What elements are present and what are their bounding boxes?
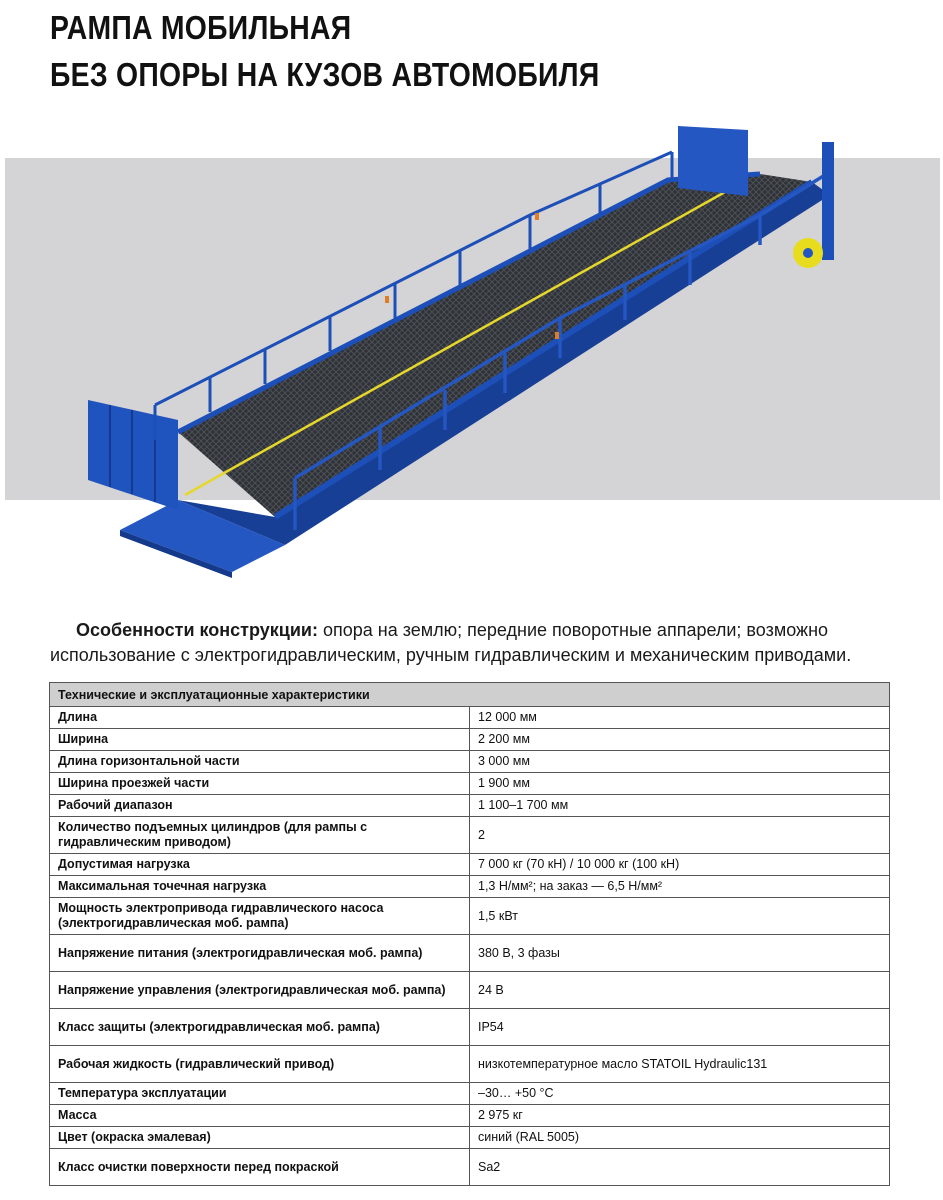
table-row: [50, 751, 890, 773]
mobile-ramp-illustration: [0, 120, 943, 580]
table-row: [50, 707, 890, 729]
spec-value: 3 000 мм: [470, 751, 890, 773]
spec-value: 1 100–1 700 мм: [470, 795, 890, 817]
specifications-table: [49, 682, 890, 1186]
spec-key: Напряжение питания (электрогидравлическая моб. рампа): [50, 935, 470, 972]
specs-header: Технические и эксплуатационные характеристики: [50, 683, 890, 707]
spec-value: Sa2: [470, 1149, 890, 1186]
spec-value: 1,5 кВт: [470, 898, 890, 935]
spec-value: 2: [470, 817, 890, 854]
spec-value: синий (RAL 5005): [470, 1127, 890, 1149]
spec-value: 1 900 мм: [470, 773, 890, 795]
construction-features: [50, 618, 905, 668]
spec-value: 380 В, 3 фазы: [470, 935, 890, 972]
features-text: опора на землю; передние поворотные аппарели; возможно использование с электрогидравлическим, ручным гидравлическим и механическим приводами.: [50, 620, 852, 665]
spec-key: Количество подъемных цилиндров (для рампы с гидравлическим приводом): [50, 817, 470, 854]
spec-value: 12 000 мм: [470, 707, 890, 729]
page-title: [50, 4, 790, 98]
spec-key: Мощность электропривода гидравлического насоса (электрогидравлическая моб. рампа): [50, 898, 470, 935]
spec-key: Класс защиты (электрогидравлическая моб. рампа): [50, 1009, 470, 1046]
table-row: [50, 972, 890, 1009]
table-row: [50, 1083, 890, 1105]
spec-value: 24 В: [470, 972, 890, 1009]
table-row: [50, 1009, 890, 1046]
table-row: [50, 795, 890, 817]
spec-key: Температура эксплуатации: [50, 1083, 470, 1105]
spec-value: 1,3 Н/мм²; на заказ — 6,5 Н/мм²: [470, 876, 890, 898]
title-line-1: РАМПА МОБИЛЬНАЯ: [50, 9, 352, 46]
spec-key: Ширина: [50, 729, 470, 751]
table-row: [50, 1105, 890, 1127]
spec-key: Класс очистки поверхности перед покраской: [50, 1149, 470, 1186]
table-row: [50, 817, 890, 854]
spec-key: Ширина проезжей части: [50, 773, 470, 795]
spec-value: 7 000 кг (70 кН) / 10 000 кг (100 кН): [470, 854, 890, 876]
table-row: [50, 1046, 890, 1083]
spec-key: Масса: [50, 1105, 470, 1127]
spec-value: –30… +50 °С: [470, 1083, 890, 1105]
spec-key: Напряжение управления (электрогидравлическая моб. рампа): [50, 972, 470, 1009]
table-row: [50, 935, 890, 972]
spec-key: Длина: [50, 707, 470, 729]
spec-key: Длина горизонтальной части: [50, 751, 470, 773]
table-row: [50, 898, 890, 935]
table-row: [50, 1127, 890, 1149]
table-row: [50, 729, 890, 751]
table-row: [50, 854, 890, 876]
features-label: Особенности конструкции:: [76, 620, 318, 640]
spec-key: Рабочая жидкость (гидравлический привод): [50, 1046, 470, 1083]
spec-value: IP54: [470, 1009, 890, 1046]
table-row: [50, 1149, 890, 1186]
spec-key: Рабочий диапазон: [50, 795, 470, 817]
table-row: [50, 773, 890, 795]
spec-key: Цвет (окраска эмалевая): [50, 1127, 470, 1149]
spec-value: 2 975 кг: [470, 1105, 890, 1127]
spec-key: Максимальная точечная нагрузка: [50, 876, 470, 898]
title-line-2: БЕЗ ОПОРЫ НА КУЗОВ АВТОМОБИЛЯ: [50, 56, 600, 93]
spec-value: низкотемпературное масло STATOIL Hydraulic131: [470, 1046, 890, 1083]
table-row: [50, 876, 890, 898]
spec-key: Допустимая нагрузка: [50, 854, 470, 876]
spec-value: 2 200 мм: [470, 729, 890, 751]
